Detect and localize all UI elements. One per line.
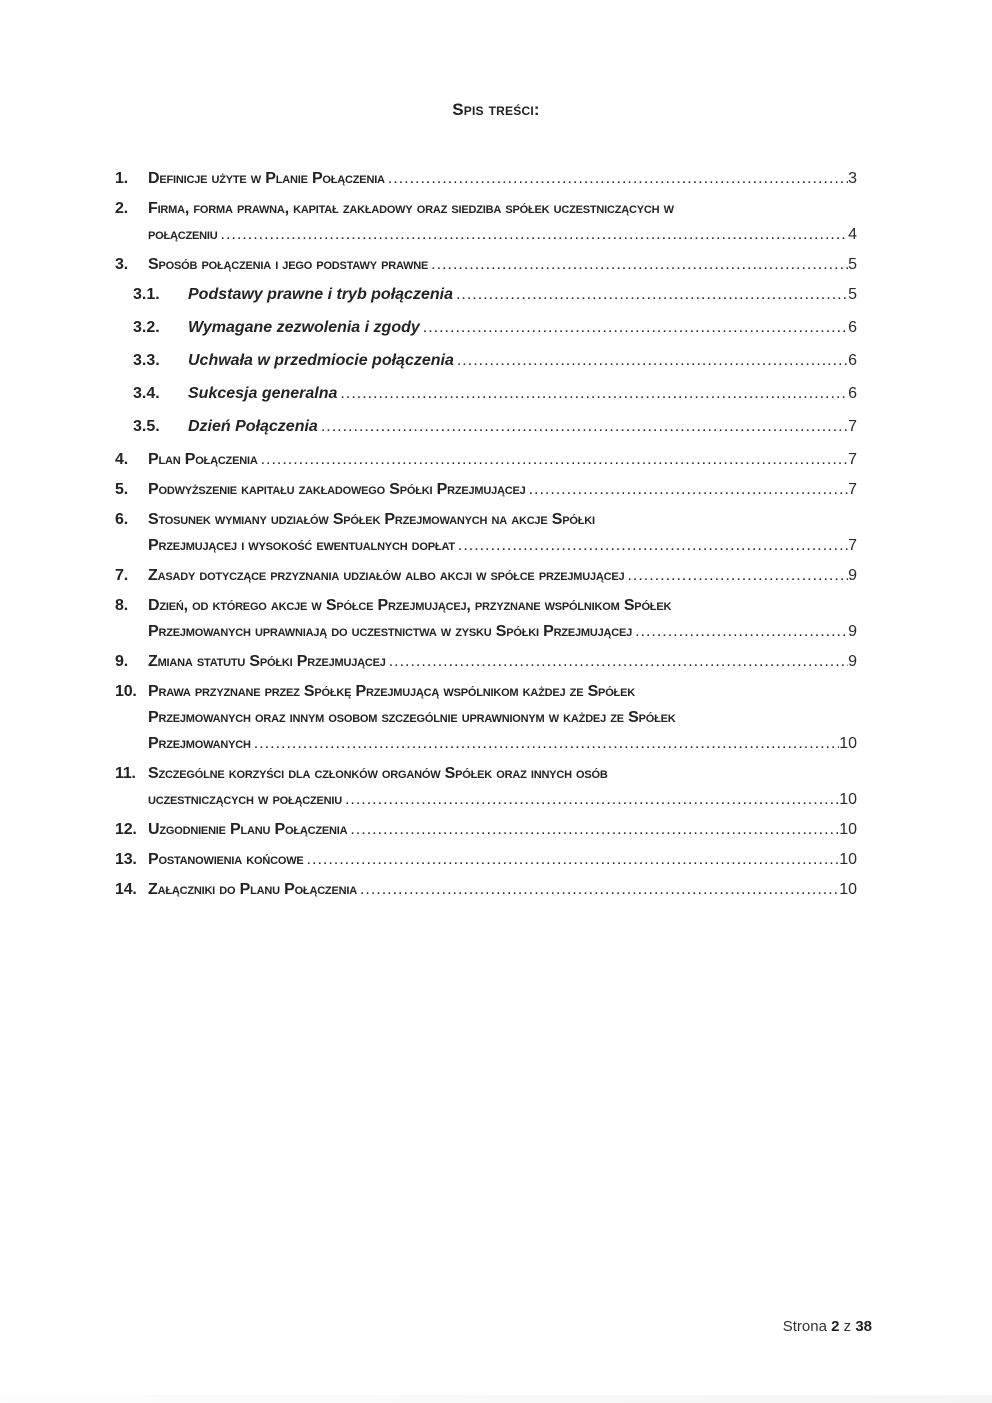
toc-entry-body: [148, 447, 857, 473]
toc-entry-line: [148, 877, 857, 903]
toc-entry-number: 13.: [115, 851, 137, 868]
toc-entry-number: 10.: [115, 683, 137, 700]
toc-entry-title: Zmiana statutu Spółki Przejmującej: [148, 653, 386, 670]
toc-page-number: 6: [848, 352, 857, 369]
toc-page-number: 7: [848, 537, 857, 554]
toc-page-number: 4: [848, 226, 857, 243]
toc-entry-line: Stosunek wymiany udziałów Spółek Przejmowanych na akcje Spółki: [148, 511, 595, 528]
toc-entry-number: 3.2.: [133, 319, 160, 336]
toc-leader-dots: [360, 877, 839, 903]
toc-entry-number: 6.: [115, 511, 128, 528]
toc-entry-number: 8.: [115, 597, 128, 614]
toc-leader-dots: [529, 477, 849, 503]
toc-leader-dots: [458, 533, 848, 559]
toc-leader-dots: [307, 847, 840, 873]
toc-page-number: 7: [848, 418, 857, 435]
toc-leader-dots: [431, 252, 848, 278]
toc-leader-dots: [340, 381, 848, 407]
toc-entry-line: [148, 817, 857, 843]
toc-page-number: 5: [848, 286, 857, 303]
toc-page-number: 6: [848, 319, 857, 336]
toc-entry-line: [148, 533, 857, 559]
toc-page-number: 9: [848, 653, 857, 670]
toc-leader-dots: [635, 619, 848, 645]
toc-entry-number: 3.: [115, 256, 128, 273]
toc-leader-dots: [221, 222, 849, 248]
footer-of-word: z: [843, 1318, 852, 1335]
toc-leader-dots: [457, 348, 848, 374]
toc-leader-dots: [389, 649, 848, 675]
toc-entry-body: [148, 563, 857, 589]
toc-entry-body: [148, 817, 857, 843]
toc-entry-number: 3.3.: [133, 352, 160, 369]
toc-entry: [115, 166, 857, 192]
toc-entry: [115, 847, 857, 873]
toc-entry-title: Podstawy prawne i tryb połączenia: [188, 286, 453, 303]
toc-entry-line: [148, 166, 857, 192]
toc-entry-body: [148, 761, 857, 813]
toc-leader-dots: [388, 166, 848, 192]
toc-entry-number: 1.: [115, 170, 128, 187]
toc-page-number: 6: [848, 385, 857, 402]
toc-entry-line: [148, 649, 857, 675]
toc-leader-dots: [254, 731, 839, 757]
toc-page-number: 9: [848, 623, 857, 640]
toc-entry-line: Przejmowanych oraz innym osobom szczególnie uprawnionym w każdej ze Spółek: [148, 709, 676, 726]
toc-entry-body: [148, 877, 857, 903]
toc-entry-number: 3.1.: [133, 286, 160, 303]
toc-entry-line: [148, 447, 857, 473]
toc-entry: [115, 381, 857, 407]
footer-label: Strona: [782, 1318, 827, 1335]
footer-page-current: 2: [831, 1318, 840, 1335]
toc-entry: [115, 507, 857, 559]
toc-entry-body: [188, 381, 857, 407]
toc-entry: [115, 593, 857, 645]
toc-entry: [115, 252, 857, 278]
toc-entry-title: Sposób połączenia i jego podstawy prawne: [148, 256, 429, 273]
toc-entry-number: 12.: [115, 821, 137, 838]
toc-entry: [115, 315, 857, 341]
toc-entry-body: [188, 348, 857, 374]
toc-entry-title: Wymagane zezwolenia i zgody: [188, 319, 420, 336]
toc-entry-body: [148, 252, 857, 278]
toc-entry-line: [148, 731, 857, 757]
toc-entry: [115, 447, 857, 473]
toc-entry: [115, 679, 857, 757]
toc-leader-dots: [423, 315, 848, 341]
toc-entry: [115, 282, 857, 308]
toc-entry-line: [148, 563, 857, 589]
toc-entry-number: 5.: [115, 481, 128, 498]
table-of-contents: [115, 166, 857, 903]
toc-entry-body: [188, 282, 857, 308]
toc-entry-body: [188, 414, 857, 440]
toc-entry-line: [148, 847, 857, 873]
toc-entry-line: Dzień, od którego akcje w Spółce Przejmującej, przyznane wspólnikom Spółek: [148, 597, 672, 614]
toc-entry-body: [148, 196, 857, 248]
toc-leader-dots: [627, 563, 848, 589]
toc-entry-body: [188, 315, 857, 341]
toc-entry-body: [148, 649, 857, 675]
toc-entry-title: Uchwała w przedmiocie połączenia: [188, 352, 454, 369]
toc-entry-line: [188, 414, 857, 440]
toc-entry-number: 2.: [115, 200, 128, 217]
toc-entry-line: [188, 348, 857, 374]
toc-page-number: 7: [848, 451, 857, 468]
toc-entry-number: 9.: [115, 653, 128, 670]
toc-entry-body: [148, 477, 857, 503]
toc-entry-body: [148, 166, 857, 192]
toc-entry-number: 14.: [115, 881, 137, 898]
toc-entry-line: [188, 282, 857, 308]
toc-entry-title: Plan Połączenia: [148, 451, 258, 468]
toc-entry-title: uczestniczących w połączeniu: [148, 791, 342, 808]
scan-artifact-band: [0, 1395, 992, 1403]
toc-entry-number: 3.5.: [133, 418, 160, 435]
toc-page-number: 10: [839, 821, 857, 838]
toc-page-number: 5: [848, 256, 857, 273]
toc-entry-title: Dzień Połączenia: [188, 418, 318, 435]
toc-entry-title: Przejmowanych uprawniają do uczestnictwa w zysku Spółki Przejmującej: [148, 623, 633, 640]
toc-entry-line: [148, 222, 857, 248]
toc-entry: [115, 817, 857, 843]
toc-entry-line: Szczególne korzyści dla członków organów Spółek oraz innych osób: [148, 765, 608, 782]
footer-page-total: 38: [855, 1318, 872, 1335]
toc-entry-line: [148, 477, 857, 503]
toc-entry-title: Podwyższenie kapitału zakładowego Spółki Przejmującej: [148, 481, 526, 498]
toc-entry-title: Przejmującej i wysokość ewentualnych dopłat: [148, 537, 455, 554]
toc-entry: [115, 877, 857, 903]
toc-entry-title: połączeniu: [148, 226, 218, 243]
toc-page-number: 10: [839, 735, 857, 752]
toc-entry: [115, 477, 857, 503]
toc-entry: [115, 563, 857, 589]
toc-page-number: 10: [839, 851, 857, 868]
toc-entry-line: [188, 381, 857, 407]
toc-entry-title: Zasady dotyczące przyznania udziałów albo akcji w spółce przejmującej: [148, 567, 625, 584]
toc-entry-title: Postanowienia końcowe: [148, 851, 304, 868]
toc-entry-body: [148, 679, 857, 757]
toc-entry-number: 7.: [115, 567, 128, 584]
page-title: Spis treści:: [452, 100, 540, 119]
toc-entry: [115, 196, 857, 248]
toc-entry-number: 11.: [115, 765, 136, 782]
page-footer: [783, 1318, 872, 1335]
toc-entry-line: [148, 787, 857, 813]
toc-leader-dots: [261, 447, 849, 473]
toc-entry-line: Firma, forma prawna, kapitał zakładowy oraz siedziba spółek uczestniczących w: [148, 200, 674, 217]
toc-page-number: 3: [848, 170, 857, 187]
toc-entry-body: [148, 847, 857, 873]
toc-entry: [115, 649, 857, 675]
toc-leader-dots: [350, 817, 839, 843]
toc-leader-dots: [345, 787, 839, 813]
toc-entry-line: [188, 315, 857, 341]
toc-entry-title: Uzgodnienie Planu Połączenia: [148, 821, 348, 838]
toc-entry-title: Sukcesja generalna: [188, 385, 338, 402]
toc-page-number: 10: [839, 791, 857, 808]
toc-entry: [115, 414, 857, 440]
toc-entry-body: [148, 593, 857, 645]
toc-entry: [115, 761, 857, 813]
toc-page-number: 9: [848, 567, 857, 584]
toc-entry-title: Przejmowanych: [148, 735, 251, 752]
toc-entry-title: Załączniki do Planu Połączenia: [148, 881, 357, 898]
toc-leader-dots: [456, 282, 848, 308]
toc-page-number: 10: [839, 881, 857, 898]
toc-page-number: 7: [848, 481, 857, 498]
toc-entry-title: Definicje użyte w Planie Połączenia: [148, 170, 385, 187]
toc-entry-number: 3.4.: [133, 385, 160, 402]
toc-entry-number: 4.: [115, 451, 128, 468]
toc-leader-dots: [321, 414, 848, 440]
toc-entry-line: Prawa przyznane przez Spółkę Przejmującą wspólnikom każdej ze Spółek: [148, 683, 635, 700]
toc-entry-line: [148, 252, 857, 278]
toc-entry: [115, 348, 857, 374]
toc-entry-line: [148, 619, 857, 645]
toc-entry-body: [148, 507, 857, 559]
